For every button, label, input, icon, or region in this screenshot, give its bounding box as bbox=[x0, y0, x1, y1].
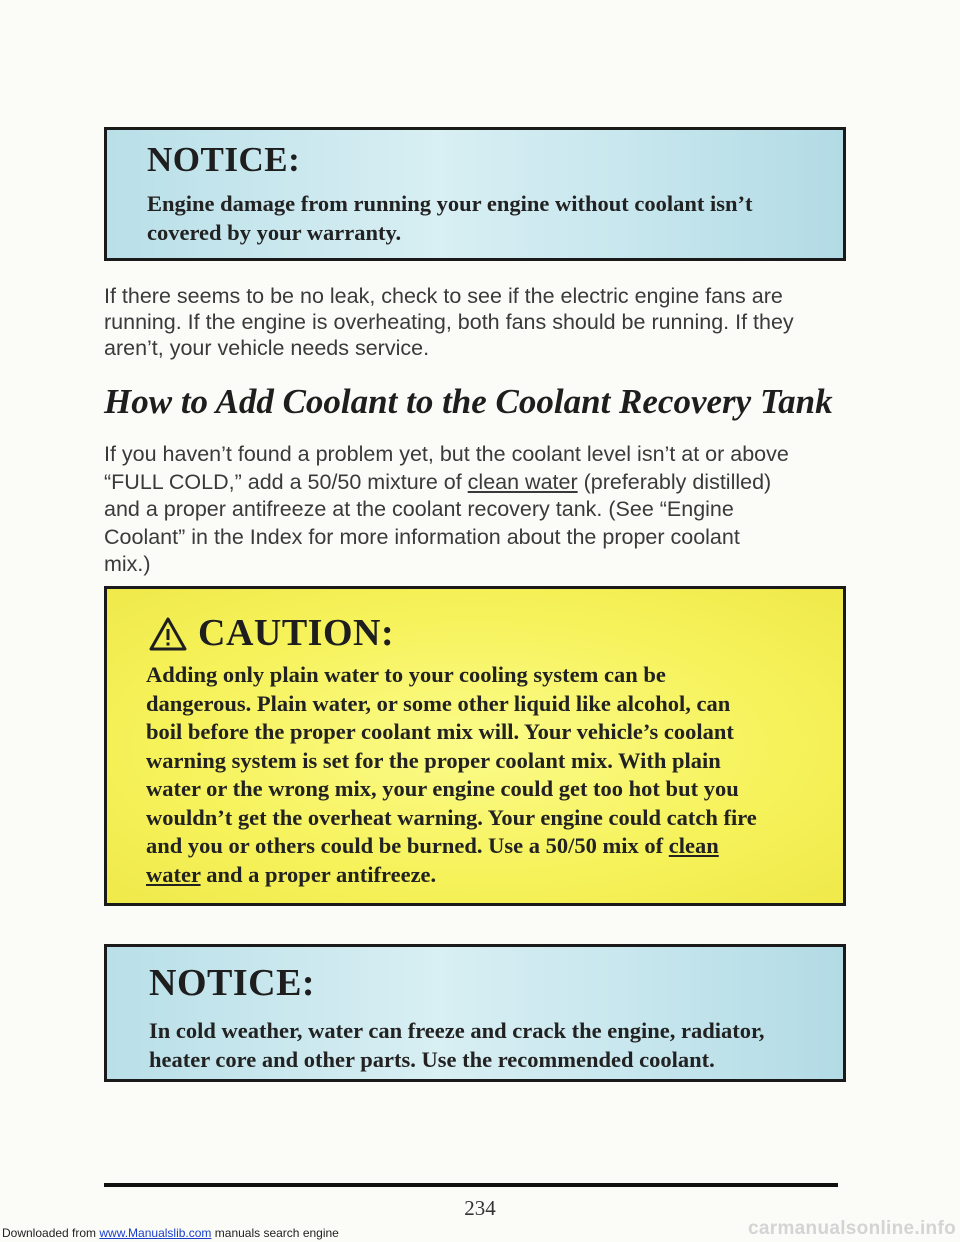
notice-line: Engine damage from running your engine without coolant isn’t bbox=[147, 191, 753, 216]
paragraph-text: (preferably distilled) bbox=[577, 469, 772, 494]
caution-text bbox=[146, 661, 757, 889]
download-footer bbox=[2, 1226, 339, 1240]
footer-prefix: Downloaded from bbox=[2, 1226, 100, 1240]
clean-underlined: clean bbox=[668, 833, 719, 858]
water-underlined: water bbox=[146, 861, 201, 887]
caution-line bbox=[146, 861, 757, 890]
caution-text-span: and a proper antifreeze. bbox=[200, 861, 437, 887]
notice-line: covered by your warranty. bbox=[147, 219, 402, 245]
warning-triangle-icon bbox=[148, 616, 188, 652]
notice-box-warranty bbox=[104, 127, 846, 261]
manualslib-link[interactable]: www.Manualslib.com bbox=[99, 1226, 212, 1240]
clean-water-underlined: clean water bbox=[467, 469, 578, 494]
notice-text bbox=[149, 1017, 765, 1074]
watermark: carmanualsonline.info bbox=[748, 1218, 956, 1239]
caution-line: wouldn’t get the overheat warning. Your engine could catch fire bbox=[146, 804, 757, 830]
notice-title: NOTICE: bbox=[147, 140, 301, 179]
fan-check-paragraph bbox=[104, 283, 864, 361]
notice-line: In cold weather, water can freeze and crack the engine, radiator, bbox=[149, 1018, 765, 1043]
paragraph-line: If there seems to be no leak, check to see if the electric engine fans are bbox=[104, 284, 783, 308]
paragraph-line: aren’t, your vehicle needs service. bbox=[104, 336, 430, 360]
caution-line bbox=[146, 832, 757, 861]
notice-text bbox=[147, 190, 752, 247]
notice-title: NOTICE: bbox=[149, 962, 316, 1004]
paragraph-line: Coolant” in the Index for more information about the proper coolant bbox=[104, 524, 740, 549]
paragraph-line bbox=[104, 469, 864, 497]
caution-line: water or the wrong mix, your engine could get too hot but you bbox=[146, 776, 739, 801]
paragraph-line: If you haven’t found a problem yet, but the coolant level isn’t at or above bbox=[104, 442, 789, 466]
notice-box-cold-weather bbox=[104, 944, 846, 1082]
footer-suffix: manuals search engine bbox=[211, 1226, 339, 1240]
caution-text-span: and you or others could be burned. Use a 50/50 mix of bbox=[146, 833, 669, 858]
add-coolant-paragraph bbox=[104, 441, 864, 579]
paragraph-text: “FULL COLD,” add a 50/50 mixture of bbox=[104, 469, 468, 494]
footer-rule bbox=[104, 1183, 838, 1187]
paragraph-line: running. If the engine is overheating, both fans should be running. If they bbox=[104, 310, 794, 334]
paragraph-line: mix.) bbox=[104, 552, 151, 576]
caution-line: dangerous. Plain water, or some other liquid like alcohol, can bbox=[146, 690, 731, 716]
caution-line: Adding only plain water to your cooling system can be bbox=[146, 662, 666, 687]
caution-title: CAUTION: bbox=[198, 612, 395, 654]
paragraph-line: and a proper antifreeze at the coolant recovery tank. (See “Engine bbox=[104, 497, 734, 521]
caution-line: boil before the proper coolant mix will. Your vehicle’s coolant bbox=[146, 719, 734, 744]
page-number: 234 bbox=[464, 1196, 496, 1220]
caution-line: warning system is set for the proper coolant mix. With plain bbox=[146, 747, 721, 773]
section-heading: How to Add Coolant to the Coolant Recovery Tank bbox=[104, 382, 833, 421]
notice-line: heater core and other parts. Use the recommended coolant. bbox=[149, 1046, 715, 1072]
